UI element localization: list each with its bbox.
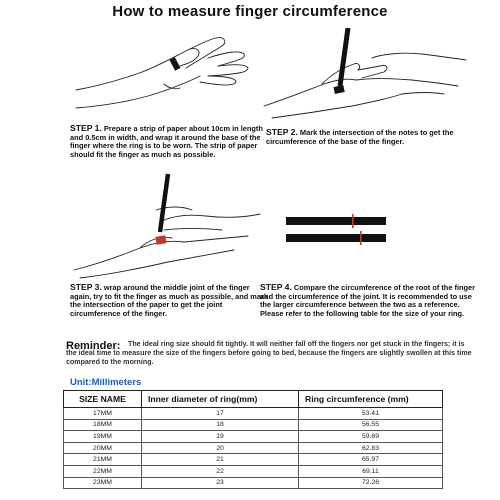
inner-diameter-cell: 21 [142, 454, 299, 466]
ring-size-table [63, 390, 443, 489]
circumference-cell: 62.83 [299, 442, 443, 454]
step-2-text: STEP 2. Mark the intersection of the notes to get the circumference of the base of the finger. [266, 127, 454, 146]
inner-diameter-cell: 23 [142, 477, 299, 489]
inner-diameter-cell: 22 [142, 465, 299, 477]
circumference-cell: 56.55 [299, 419, 443, 431]
paper-strips-illustration [286, 214, 386, 246]
hand-wrapping-illustration [68, 28, 263, 120]
table-row [64, 465, 443, 477]
inner-diameter-cell: 19 [142, 431, 299, 443]
table-row [64, 408, 443, 420]
table-row [64, 477, 443, 489]
table-row [64, 419, 443, 431]
circumference-cell: 59.69 [299, 431, 443, 443]
table-row [64, 442, 443, 454]
size-name-cell: 21MM [64, 454, 142, 466]
size-name-cell: 19MM [64, 431, 142, 443]
unit-label: Unit:Millimeters [70, 377, 142, 388]
header-circumference: Ring circumference (mm) [299, 391, 443, 408]
table-row [64, 454, 443, 466]
inner-diameter-cell: 20 [142, 442, 299, 454]
size-name-cell: 23MM [64, 477, 142, 489]
size-name-cell: 22MM [64, 465, 142, 477]
hand-joint-illustration [72, 170, 272, 280]
circumference-cell: 72.26 [299, 477, 443, 489]
table-row [64, 431, 443, 443]
size-name-cell: 20MM [64, 442, 142, 454]
inner-diameter-cell: 18 [142, 419, 299, 431]
inner-diameter-cell: 17 [142, 408, 299, 420]
reminder-heading: Reminder: [66, 340, 121, 352]
table-header-row [64, 391, 443, 408]
step-1-text: STEP 1. Prepare a strip of paper about 10cm in length and 0.5cm in width, and wrap it around the base of the finger where the ring is to be worn. The strip of paper should fit the finger as much as possible. [70, 123, 263, 159]
hand-marking-illustration [262, 28, 472, 120]
circumference-cell: 65.97 [299, 454, 443, 466]
size-name-cell: 18MM [64, 419, 142, 431]
page-title: How to measure finger circumference [112, 3, 388, 20]
circumference-cell: 53.41 [299, 408, 443, 420]
step-3-text: STEP 3. wrap around the middle joint of the finger again, try to fit the finger as much as possible, and mark the intersection of the paper to get the joint circumference of the finger. [70, 282, 268, 318]
reminder-text: The ideal ring size should fit tightly. It will neither fall off the fingers nor get stuck in the fingers; it is the ideal time to measure the size of the fingers before going to bed, because the fingers are slightly swollen at this time compared to the morning. [66, 340, 472, 366]
circumference-cell: 69.11 [299, 465, 443, 477]
header-inner-diameter: Inner diameter of ring(mm) [142, 391, 299, 408]
size-name-cell: 17MM [64, 408, 142, 420]
step-4-text: STEP 4. Compare the circumference of the root of the finger and the circumference of the joint. It is recommended to use the larger circumference between the two as a reference. Please refer to the following table for the size of your ring. [260, 282, 476, 318]
header-size-name: SIZE NAME [64, 391, 142, 408]
